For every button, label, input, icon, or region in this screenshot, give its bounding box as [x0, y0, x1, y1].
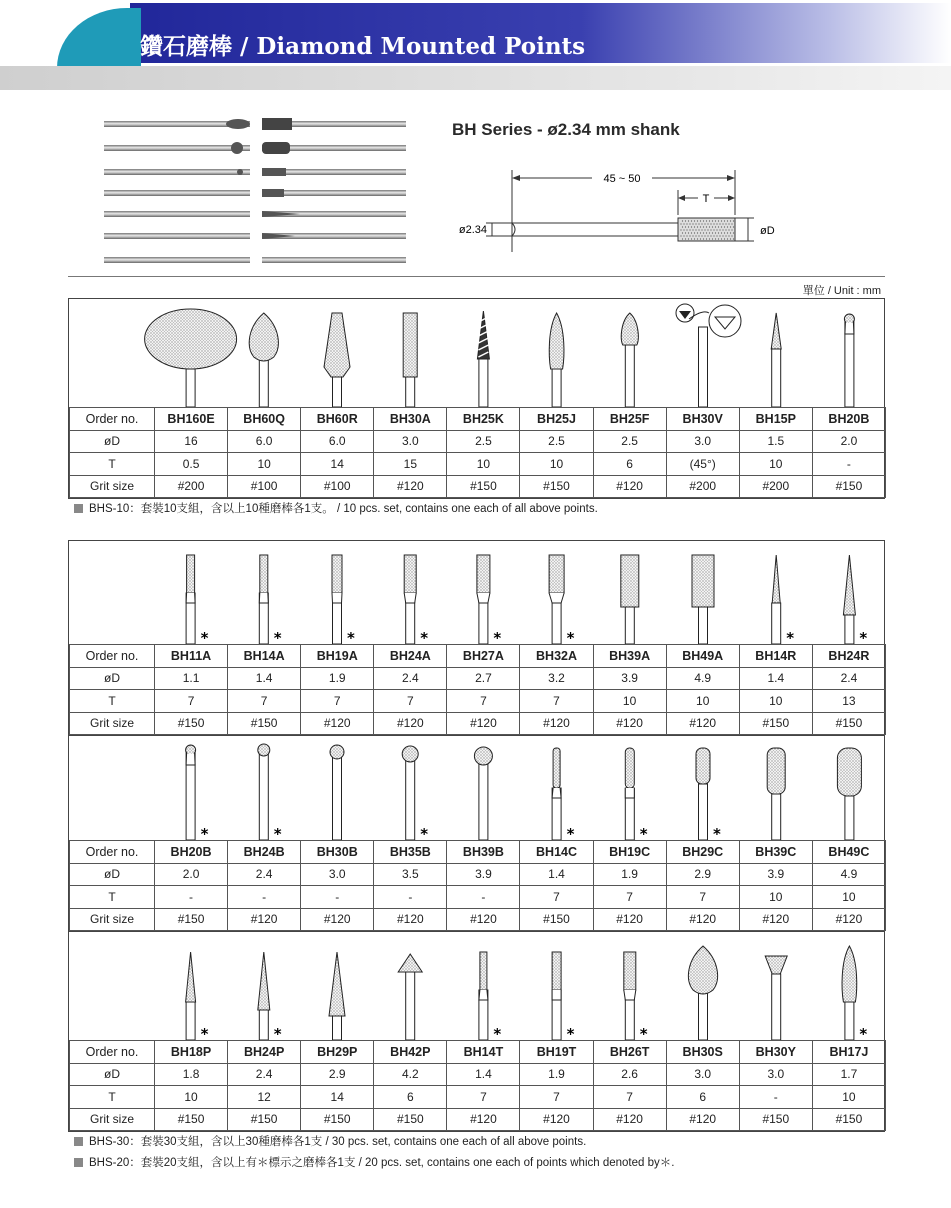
table-row	[70, 1108, 886, 1131]
dimension-drawing	[442, 160, 802, 260]
table-cell: 1.4	[520, 863, 593, 886]
set-star-icon: *	[200, 1025, 209, 1040]
table-cell: BH30A	[374, 408, 447, 431]
tool-drawing	[844, 314, 854, 407]
table-cell: BH25J	[520, 408, 593, 431]
set-star-icon: *	[347, 629, 355, 644]
row-label: Grit size	[70, 1108, 155, 1131]
table-cell: 1.8	[155, 1063, 228, 1086]
table-cell: BH14C	[520, 841, 593, 864]
table-row	[70, 1041, 886, 1064]
table-cell: 3.0	[666, 430, 739, 453]
table-cell: 3.0	[301, 863, 374, 886]
table-sets	[68, 540, 885, 1132]
table-cell: 4.2	[374, 1063, 447, 1086]
table-cell: BH24P	[228, 1041, 301, 1064]
tool-drawing	[767, 748, 785, 840]
tool-drawing	[624, 952, 636, 1040]
table-cell: 12	[228, 1086, 301, 1109]
table-cell: 2.4	[228, 1063, 301, 1086]
row-label: øD	[70, 667, 155, 690]
table-cell: 7	[447, 1086, 520, 1109]
tool-drawing	[552, 748, 561, 840]
table-section	[69, 931, 884, 1131]
row-label: Order no.	[70, 408, 155, 431]
table-cell: -	[739, 1086, 812, 1109]
set-star-icon: *	[420, 825, 429, 840]
table-cell: 2.6	[593, 1063, 666, 1086]
table-cell: #150	[228, 712, 301, 735]
table-cell: -	[812, 453, 885, 476]
table-row	[70, 453, 886, 476]
table-cell: BH20B	[812, 408, 885, 431]
table-cell: 6.0	[301, 430, 374, 453]
table-row	[70, 1063, 886, 1086]
table-cell: 1.9	[301, 667, 374, 690]
set-star-icon: *	[273, 629, 282, 644]
row-label: øD	[70, 863, 155, 886]
table-row	[70, 690, 886, 713]
table-cell: -	[155, 886, 228, 909]
table-cell: 15	[374, 453, 447, 476]
table-section	[69, 299, 884, 498]
table-cell: 2.5	[593, 430, 666, 453]
product-photo	[100, 110, 410, 270]
table-cell: 3.5	[374, 863, 447, 886]
table-cell: BH19A	[301, 645, 374, 668]
table-cell: 1.5	[739, 430, 812, 453]
table-cell: 3.9	[447, 863, 520, 886]
table-cell: 3.0	[666, 1063, 739, 1086]
table-cell: 2.5	[447, 430, 520, 453]
row-label: T	[70, 453, 155, 476]
table-cell: 7	[520, 690, 593, 713]
table-cell: 3.9	[739, 863, 812, 886]
table-cell: BH35B	[374, 841, 447, 864]
table-cell: BH27A	[447, 645, 520, 668]
table-cell: 2.7	[447, 667, 520, 690]
table-cell: BH15P	[739, 408, 812, 431]
tool-drawing	[258, 744, 270, 840]
tool-drawing	[402, 746, 418, 840]
table-section	[69, 541, 884, 735]
row-label: Order no.	[70, 841, 155, 864]
table-cell: BH14A	[228, 645, 301, 668]
bullet-square-icon	[74, 1137, 83, 1146]
table-cell: 7	[593, 1086, 666, 1109]
row-label: øD	[70, 1063, 155, 1086]
table-cell: #120	[520, 712, 593, 735]
tool-drawing	[249, 313, 278, 407]
table-cell: 1.4	[228, 667, 301, 690]
set-star-icon: *	[639, 825, 648, 840]
header-grey-strip	[0, 66, 951, 90]
note-bhs20-text: BHS-20：套裝20支組，含以上有＊標示之磨棒各1支 / 20 pcs. set, contains one each of points which denoted by＊.	[89, 1157, 675, 1169]
table-cell: 4.9	[812, 863, 885, 886]
table-cell: BH160E	[155, 408, 228, 431]
table-cell: #120	[666, 1108, 739, 1131]
note-bhs20	[74, 1154, 674, 1170]
table-cell: BH49C	[812, 841, 885, 864]
table-cell: #150	[447, 475, 520, 498]
tool-drawing	[676, 304, 741, 407]
table-cell: #120	[520, 1108, 593, 1131]
table-cell: 6	[593, 453, 666, 476]
table-cell: BH39B	[447, 841, 520, 864]
tool-drawing	[552, 952, 561, 1040]
table-cell: BH39A	[593, 645, 666, 668]
table-cell: #120	[593, 475, 666, 498]
table-cell: #150	[520, 475, 593, 498]
row-label: Grit size	[70, 712, 155, 735]
table-cell: #150	[155, 1108, 228, 1131]
table-cell: 10	[593, 690, 666, 713]
table-cell: #150	[228, 1108, 301, 1131]
tool-drawing	[696, 748, 710, 840]
table-cell: 6	[374, 1086, 447, 1109]
tool-drawing	[474, 747, 492, 840]
tool-drawing	[765, 956, 787, 1040]
table-cell: 7	[520, 886, 593, 909]
table-cell: 0.5	[155, 453, 228, 476]
row-label: Grit size	[70, 475, 155, 498]
tool-drawing	[330, 745, 344, 840]
tool-drawing	[329, 952, 345, 1040]
table-cell: 10	[155, 1086, 228, 1109]
table-main	[68, 298, 885, 499]
table-cell: BH25K	[447, 408, 520, 431]
table-cell: 7	[374, 690, 447, 713]
table-cell: 14	[301, 1086, 374, 1109]
row-label: T	[70, 690, 155, 713]
table-cell: BH60Q	[228, 408, 301, 431]
set-star-icon: *	[273, 1025, 282, 1040]
table-cell: 7	[228, 690, 301, 713]
table-row	[70, 841, 886, 864]
tool-drawing	[259, 555, 268, 644]
table-cell: BH30V	[666, 408, 739, 431]
table-section	[69, 735, 884, 931]
table-cell: BH42P	[374, 1041, 447, 1064]
table-cell: BH49A	[666, 645, 739, 668]
tool-drawing	[477, 311, 489, 407]
table-cell: #150	[739, 1108, 812, 1131]
table-cell: BH18P	[155, 1041, 228, 1064]
table-cell: -	[374, 886, 447, 909]
table-cell: #120	[447, 1108, 520, 1131]
table-cell: BH29P	[301, 1041, 374, 1064]
table-row	[70, 645, 886, 668]
page-title: 鑽石磨棒 / Diamond Mounted Points	[140, 33, 586, 60]
note-bhs30	[74, 1133, 586, 1149]
table-cell: 10	[812, 1086, 885, 1109]
set-star-icon: *	[273, 825, 282, 840]
tool-drawing	[324, 313, 350, 407]
tool-drawing	[621, 313, 638, 407]
table-cell: 2.9	[666, 863, 739, 886]
tool-drawing	[479, 952, 488, 1040]
table-row	[70, 408, 886, 431]
table-cell: 14	[301, 453, 374, 476]
table-cell: #150	[739, 712, 812, 735]
table-cell: #150	[374, 1108, 447, 1131]
table-cell: #150	[812, 712, 885, 735]
table-cell: 7	[447, 690, 520, 713]
bullet-square-icon	[74, 504, 83, 513]
table-cell: 10	[739, 690, 812, 713]
total-length-label: 45 ~ 50	[603, 173, 641, 185]
set-star-icon: *	[859, 1025, 868, 1040]
row-label: Order no.	[70, 645, 155, 668]
tool-drawing	[403, 313, 417, 407]
table-cell: #150	[812, 475, 885, 498]
tool-drawing	[549, 555, 564, 644]
tool-drawing	[688, 946, 717, 1040]
set-star-icon: *	[493, 629, 502, 644]
table-cell: BH24B	[228, 841, 301, 864]
table-cell: BH24A	[374, 645, 447, 668]
table-cell: BH24R	[812, 645, 885, 668]
table-cell: #120	[301, 712, 374, 735]
table-cell: 3.9	[593, 667, 666, 690]
table-cell: #100	[228, 475, 301, 498]
table-cell: 2.4	[228, 863, 301, 886]
table-cell: 10	[666, 690, 739, 713]
table-cell: 7	[666, 886, 739, 909]
table-cell: BH26T	[593, 1041, 666, 1064]
tool-drawing	[186, 952, 196, 1040]
set-star-icon: *	[200, 629, 209, 644]
table-cell: 1.1	[155, 667, 228, 690]
table-cell: #120	[228, 908, 301, 931]
tool-drawing	[837, 748, 861, 840]
table-cell: 7	[520, 1086, 593, 1109]
table-cell: BH29C	[666, 841, 739, 864]
note-bhs10-text: BHS-10：套裝10支組，含以上10種磨棒各1支。 / 10 pcs. set, contains one each of all above points.	[89, 503, 598, 515]
table-row	[70, 863, 886, 886]
tool-drawing	[843, 555, 855, 644]
tool-drawings-row	[69, 736, 886, 840]
table-row	[70, 712, 886, 735]
set-star-icon: *	[639, 1025, 648, 1040]
table-cell: #120	[301, 908, 374, 931]
tool-drawing	[477, 555, 490, 644]
table-cell: #150	[155, 712, 228, 735]
table-cell: 13	[812, 690, 885, 713]
table-cell: BH19T	[520, 1041, 593, 1064]
table-cell: (45°)	[666, 453, 739, 476]
tool-drawing	[404, 555, 416, 644]
table-cell: 2.0	[155, 863, 228, 886]
table-cell: 3.2	[520, 667, 593, 690]
set-star-icon: *	[859, 629, 868, 644]
table-cell: #200	[666, 475, 739, 498]
bullet-square-icon	[74, 1158, 83, 1167]
section-rule	[68, 276, 885, 277]
row-label: Order no.	[70, 1041, 155, 1064]
set-star-icon: *	[493, 1025, 502, 1040]
table-cell: BH30Y	[739, 1041, 812, 1064]
table-cell: -	[228, 886, 301, 909]
od-dimension-label: øD	[760, 225, 775, 237]
table-cell: 2.5	[520, 430, 593, 453]
set-star-icon: *	[566, 1025, 575, 1040]
tool-drawing	[549, 313, 564, 407]
tool-drawings-row	[69, 932, 886, 1040]
note-bhs10	[74, 500, 598, 516]
table-cell: BH14R	[739, 645, 812, 668]
table-cell: 10	[739, 886, 812, 909]
table-cell: #150	[301, 1108, 374, 1131]
table-cell: 1.4	[447, 1063, 520, 1086]
table-cell: BH11A	[155, 645, 228, 668]
table-cell: 1.7	[812, 1063, 885, 1086]
header-swoosh	[57, 8, 141, 68]
table-cell: #120	[374, 475, 447, 498]
tool-drawings-row	[69, 541, 886, 644]
table-cell: 1.9	[593, 863, 666, 886]
table-cell: -	[301, 886, 374, 909]
table-cell: #150	[155, 908, 228, 931]
tool-drawing	[842, 946, 857, 1040]
table-row	[70, 667, 886, 690]
tool-drawing	[771, 313, 781, 407]
table-cell: 7	[593, 886, 666, 909]
table-cell: -	[447, 886, 520, 909]
table-cell: BH19C	[593, 841, 666, 864]
table-cell: #120	[593, 712, 666, 735]
table-cell: #120	[666, 908, 739, 931]
table-cell: BH60R	[301, 408, 374, 431]
table-cell: #150	[520, 908, 593, 931]
table-cell: #120	[812, 908, 885, 931]
table-cell: BH30B	[301, 841, 374, 864]
table-cell: #100	[301, 475, 374, 498]
tool-drawings-row	[69, 299, 886, 407]
set-star-icon: *	[786, 629, 795, 644]
t-dimension-label: T	[702, 193, 710, 205]
table-cell: #120	[593, 1108, 666, 1131]
shank-dia-label: ø2.34	[458, 224, 487, 236]
table-cell: 10	[812, 886, 885, 909]
table-cell: 1.9	[520, 1063, 593, 1086]
table-cell: #200	[739, 475, 812, 498]
table-row	[70, 886, 886, 909]
table-cell: #120	[739, 908, 812, 931]
table-cell: 6	[666, 1086, 739, 1109]
table-cell: 7	[155, 690, 228, 713]
table-cell: #120	[374, 712, 447, 735]
table-cell: BH32A	[520, 645, 593, 668]
set-star-icon: *	[713, 825, 721, 840]
table-cell: #120	[666, 712, 739, 735]
table-row	[70, 1086, 886, 1109]
table-cell: 3.0	[374, 430, 447, 453]
table-cell: BH39C	[739, 841, 812, 864]
table-cell: #120	[447, 712, 520, 735]
table-cell: 2.0	[812, 430, 885, 453]
tool-drawing	[772, 555, 781, 644]
row-label: T	[70, 886, 155, 909]
row-label: Grit size	[70, 908, 155, 931]
table-cell: 7	[301, 690, 374, 713]
table-cell: BH20B	[155, 841, 228, 864]
set-star-icon: *	[566, 825, 575, 840]
table-cell: #200	[155, 475, 228, 498]
tool-drawing	[186, 555, 195, 644]
tool-drawing	[258, 952, 270, 1040]
table-cell: 16	[155, 430, 228, 453]
table-cell: 10	[520, 453, 593, 476]
table-cell: BH30S	[666, 1041, 739, 1064]
table-cell: BH17J	[812, 1041, 885, 1064]
page-header	[0, 0, 951, 92]
tool-drawing	[621, 555, 639, 644]
table-cell: 10	[739, 453, 812, 476]
table-cell: 10	[447, 453, 520, 476]
tool-drawing	[186, 745, 196, 840]
table-row	[70, 430, 886, 453]
table-cell: #120	[447, 908, 520, 931]
series-title: BH Series - ø2.34 mm shank	[452, 120, 680, 139]
tool-drawing	[398, 954, 422, 1040]
unit-label: 單位 / Unit : mm	[802, 285, 881, 297]
tool-drawing	[692, 555, 714, 644]
set-star-icon: *	[200, 825, 209, 840]
row-label: T	[70, 1086, 155, 1109]
table-cell: #150	[812, 1108, 885, 1131]
table-cell: 1.4	[739, 667, 812, 690]
table-cell: 2.4	[374, 667, 447, 690]
tool-drawing	[625, 748, 634, 840]
table-cell: BH25F	[593, 408, 666, 431]
tool-drawing	[145, 309, 237, 407]
table-cell: #120	[374, 908, 447, 931]
table-cell: 2.4	[812, 667, 885, 690]
table-row	[70, 475, 886, 498]
table-cell: 4.9	[666, 667, 739, 690]
set-star-icon: *	[420, 629, 429, 644]
table-cell: 10	[228, 453, 301, 476]
note-bhs30-text: BHS-30：套裝30支組，含以上30種磨棒各1支 / 30 pcs. set, contains one each of all above points.	[89, 1136, 587, 1148]
table-cell: 6.0	[228, 430, 301, 453]
table-row	[70, 908, 886, 931]
tool-drawing	[332, 555, 342, 644]
table-cell: 3.0	[739, 1063, 812, 1086]
set-star-icon: *	[566, 629, 575, 644]
table-cell: BH14T	[447, 1041, 520, 1064]
row-label: øD	[70, 430, 155, 453]
table-cell: 2.9	[301, 1063, 374, 1086]
table-cell: #120	[593, 908, 666, 931]
